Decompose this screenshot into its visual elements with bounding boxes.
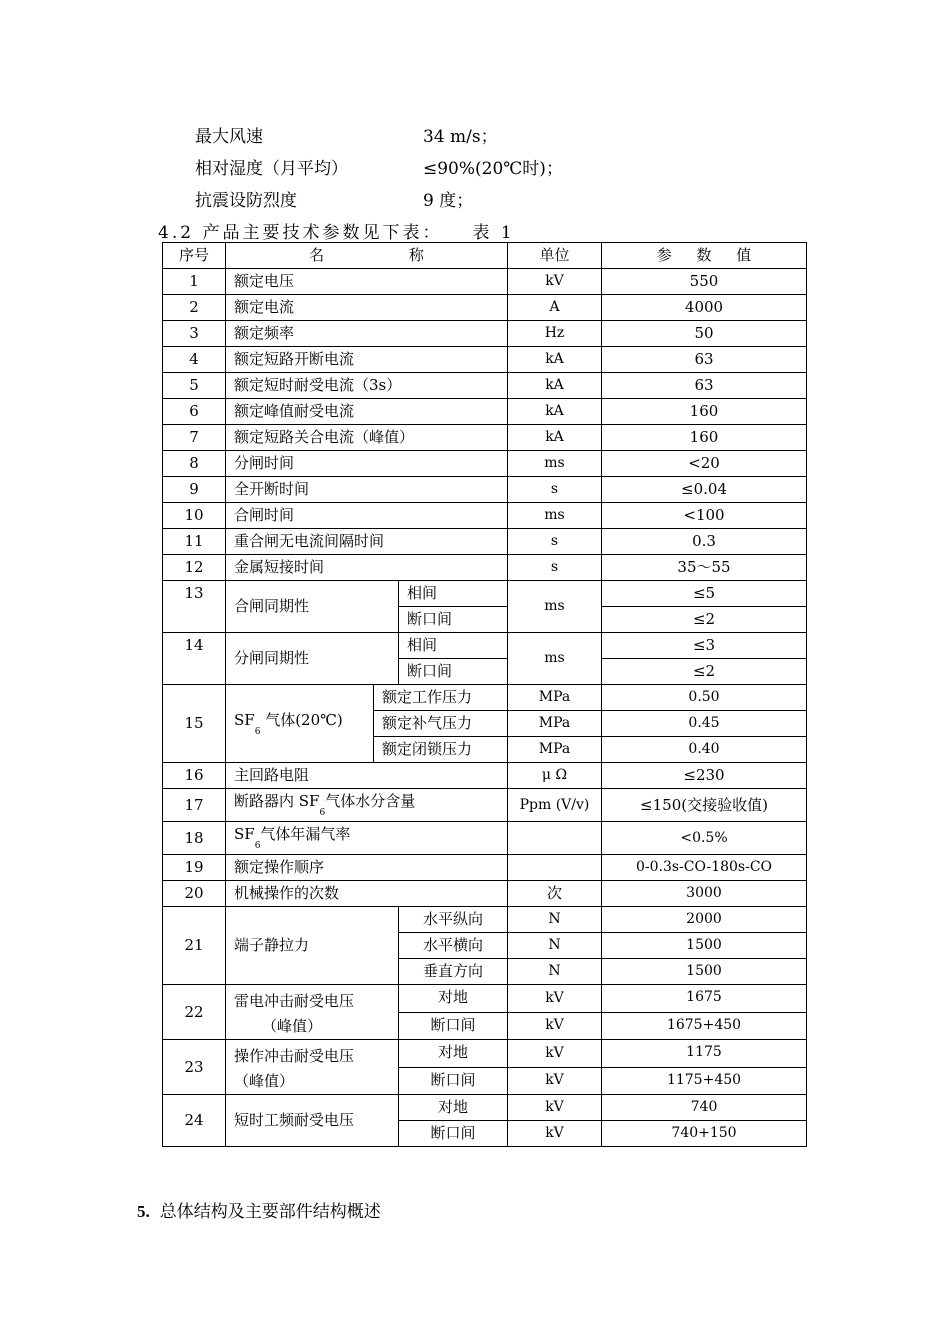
row-value: 35～55	[602, 555, 807, 581]
row-value: 740	[602, 1095, 807, 1121]
row-value: 1675+450	[602, 1012, 807, 1040]
row-name: 分闸同期性	[226, 633, 399, 685]
section-title: 总体结构及主要部件结构概述	[159, 1202, 381, 1222]
table-row	[163, 789, 807, 822]
spec-table	[162, 242, 807, 1147]
row-value: ≤0.04	[602, 477, 807, 503]
row-value: 50	[602, 321, 807, 347]
row-name: 全开断时间	[226, 477, 508, 503]
row-name: 额定峰值耐受电流	[226, 399, 508, 425]
sub-label: 对地	[399, 1040, 508, 1068]
row-value: 4000	[602, 295, 807, 321]
table-row	[163, 1095, 807, 1121]
row-unit: MPa	[508, 711, 602, 737]
table-row	[163, 855, 807, 881]
row-no: 21	[163, 907, 226, 985]
sub-label: 相间	[399, 581, 508, 607]
row-unit: kV	[508, 1067, 602, 1095]
row-name: 机械操作的次数	[226, 881, 508, 907]
header-value: 参 数 值	[602, 243, 807, 269]
row-name: 额定短路关合电流（峰值）	[226, 425, 508, 451]
sub-label: 额定工作压力	[374, 685, 508, 711]
table-row	[163, 477, 807, 503]
row-no: 22	[163, 985, 226, 1040]
row-unit: MPa	[508, 737, 602, 763]
table-row	[163, 881, 807, 907]
sub-label: 相间	[399, 633, 508, 659]
row-name: 短时工频耐受电压	[226, 1095, 399, 1147]
table-row	[163, 399, 807, 425]
row-name: 额定电流	[226, 295, 508, 321]
sub-label: 水平纵向	[399, 907, 508, 933]
row-value: 0.50	[602, 685, 807, 711]
row-unit: s	[508, 477, 602, 503]
section-number: 5.	[137, 1202, 150, 1221]
env-label: 最大风速	[195, 127, 263, 147]
table-row	[163, 347, 807, 373]
row-no: 9	[163, 477, 226, 503]
table-row	[163, 633, 807, 659]
row-unit: s	[508, 555, 602, 581]
row-value: ≤230	[602, 763, 807, 789]
row-no: 19	[163, 855, 226, 881]
row-unit: μ Ω	[508, 763, 602, 789]
sub-label: 对地	[399, 985, 508, 1013]
row-unit: ms	[508, 451, 602, 477]
row-value: <20	[602, 451, 807, 477]
row-unit: N	[508, 959, 602, 985]
row-name: 雷电冲击耐受电压 （峰值）	[226, 985, 399, 1040]
table-header-row	[163, 243, 807, 269]
row-value: 1500	[602, 933, 807, 959]
row-unit	[508, 855, 602, 881]
table-row	[163, 822, 807, 855]
row-unit: Hz	[508, 321, 602, 347]
sub-label: 水平横向	[399, 933, 508, 959]
row-name: 额定电压	[226, 269, 508, 295]
table-row	[163, 321, 807, 347]
row-unit	[508, 822, 602, 855]
row-value: <0.5%	[602, 822, 807, 855]
row-unit: 次	[508, 881, 602, 907]
header-no: 序号	[163, 243, 226, 269]
row-unit: kV	[508, 1012, 602, 1040]
heading-text: 4.2 产品主要技术参数见下表：	[158, 223, 443, 243]
row-no: 7	[163, 425, 226, 451]
row-value: 550	[602, 269, 807, 295]
env-label: 抗震设防烈度	[195, 191, 297, 211]
row-no: 8	[163, 451, 226, 477]
row-name: 额定短路开断电流	[226, 347, 508, 373]
table-row	[163, 685, 807, 711]
sub-label: 断口间	[399, 1012, 508, 1040]
row-value: ≤2	[602, 659, 807, 685]
table-row	[163, 295, 807, 321]
row-unit: ms	[508, 581, 602, 633]
row-value: 2000	[602, 907, 807, 933]
table-row	[163, 985, 807, 1013]
row-no: 20	[163, 881, 226, 907]
row-no: 17	[163, 789, 226, 822]
row-name: 合闸同期性	[226, 581, 399, 633]
sub-label: 额定闭锁压力	[374, 737, 508, 763]
row-value: ≤150(交接验收值)	[602, 789, 807, 822]
row-name: $SF_6$ 气体(20℃)	[226, 685, 374, 763]
row-no: 13	[163, 581, 226, 633]
table-row	[163, 529, 807, 555]
row-no: 4	[163, 347, 226, 373]
row-value: 0.40	[602, 737, 807, 763]
row-unit: A	[508, 295, 602, 321]
sub-label: 断口间	[399, 1121, 508, 1147]
row-value: 3000	[602, 881, 807, 907]
row-no: 24	[163, 1095, 226, 1147]
row-name: 重合闸无电流间隔时间	[226, 529, 508, 555]
row-value: ≤5	[602, 581, 807, 607]
row-name: 金属短接时间	[226, 555, 508, 581]
row-unit: ms	[508, 633, 602, 685]
row-name: 合闸时间	[226, 503, 508, 529]
row-value: 740+150	[602, 1121, 807, 1147]
row-value: 160	[602, 425, 807, 451]
table-row	[163, 907, 807, 933]
table-row	[163, 373, 807, 399]
row-no: 18	[163, 822, 226, 855]
row-value: 0.45	[602, 711, 807, 737]
row-unit: kV	[508, 985, 602, 1013]
row-unit: ms	[508, 503, 602, 529]
row-unit: MPa	[508, 685, 602, 711]
row-no: 12	[163, 555, 226, 581]
row-no: 1	[163, 269, 226, 295]
table-caption: 表 1	[472, 223, 515, 243]
row-no: 23	[163, 1040, 226, 1095]
row-unit: kA	[508, 399, 602, 425]
row-unit: kA	[508, 347, 602, 373]
row-unit: kV	[508, 1040, 602, 1068]
row-value: 0-0.3s-CO-180s-CO	[602, 855, 807, 881]
row-name: 端子静拉力	[226, 907, 399, 985]
row-name: 断路器内 $SF_6$气体水分含量	[226, 789, 508, 822]
section-heading	[137, 1197, 381, 1222]
row-unit: N	[508, 907, 602, 933]
table-row	[163, 763, 807, 789]
row-name: 额定频率	[226, 321, 508, 347]
sub-label: 断口间	[399, 1067, 508, 1095]
row-value: 0.3	[602, 529, 807, 555]
row-unit: kV	[508, 1095, 602, 1121]
table-row	[163, 425, 807, 451]
header-unit: 单位	[508, 243, 602, 269]
env-value: 34 m/s；	[423, 127, 498, 147]
sub-label: 对地	[399, 1095, 508, 1121]
row-value: 1675	[602, 985, 807, 1013]
env-value: 9 度；	[423, 191, 474, 211]
row-name: $SF_6$气体年漏气率	[226, 822, 508, 855]
header-name: 名 称	[226, 243, 508, 269]
row-value: 1175+450	[602, 1067, 807, 1095]
row-value: 1175	[602, 1040, 807, 1068]
row-no: 6	[163, 399, 226, 425]
row-value: 63	[602, 347, 807, 373]
table-heading	[158, 218, 515, 243]
table-row	[163, 503, 807, 529]
env-value: ≤90%(20℃时)；	[423, 159, 563, 179]
sub-label: 垂直方向	[399, 959, 508, 985]
sub-label: 断口间	[399, 659, 508, 685]
row-name: 额定短时耐受电流（3s）	[226, 373, 508, 399]
row-unit: kV	[508, 269, 602, 295]
row-name: 额定操作顺序	[226, 855, 508, 881]
row-no: 14	[163, 633, 226, 685]
row-unit: kA	[508, 373, 602, 399]
row-value: ≤3	[602, 633, 807, 659]
row-unit: kV	[508, 1121, 602, 1147]
env-label: 相对湿度（月平均）	[195, 159, 348, 179]
row-no: 3	[163, 321, 226, 347]
sub-label: 断口间	[399, 607, 508, 633]
row-no: 15	[163, 685, 226, 763]
row-no: 5	[163, 373, 226, 399]
table-row	[163, 555, 807, 581]
table-row	[163, 269, 807, 295]
row-value: 160	[602, 399, 807, 425]
row-name: 主回路电阻	[226, 763, 508, 789]
row-value: 63	[602, 373, 807, 399]
table-row	[163, 581, 807, 607]
row-unit: kA	[508, 425, 602, 451]
sub-label: 额定补气压力	[374, 711, 508, 737]
row-value: <100	[602, 503, 807, 529]
table-row	[163, 451, 807, 477]
row-unit: Ppm (V/v)	[508, 789, 602, 822]
row-value: 1500	[602, 959, 807, 985]
row-no: 10	[163, 503, 226, 529]
row-value: ≤2	[602, 607, 807, 633]
row-unit: N	[508, 933, 602, 959]
row-name: 操作冲击耐受电压 （峰值）	[226, 1040, 399, 1095]
row-name: 分闸时间	[226, 451, 508, 477]
row-no: 16	[163, 763, 226, 789]
table-row	[163, 1040, 807, 1068]
row-no: 2	[163, 295, 226, 321]
row-unit: s	[508, 529, 602, 555]
row-no: 11	[163, 529, 226, 555]
